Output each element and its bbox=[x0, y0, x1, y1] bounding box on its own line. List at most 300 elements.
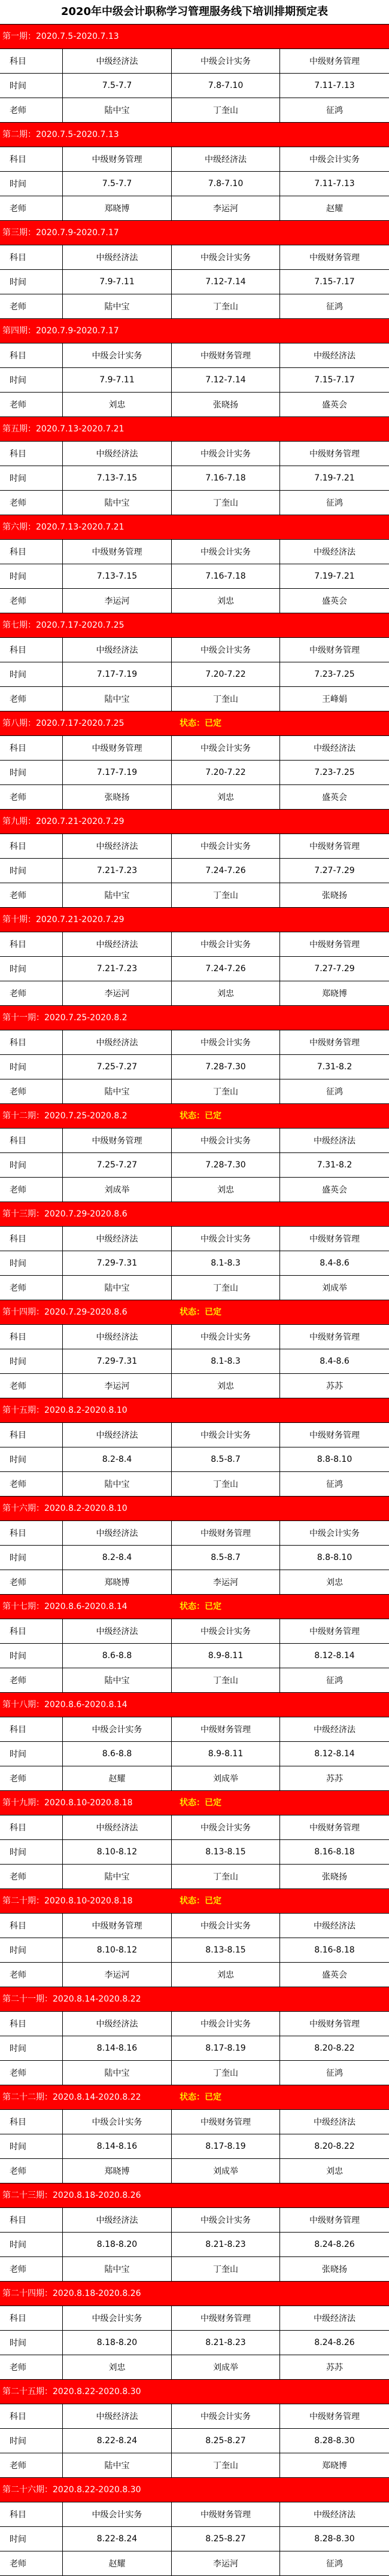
period-header bbox=[0, 711, 389, 736]
time-cell: 7.8-7.10 bbox=[172, 74, 280, 98]
time-cell: 7.20-7.22 bbox=[172, 761, 280, 784]
subject-row bbox=[0, 2404, 389, 2429]
time-cell: 8.17-8.19 bbox=[172, 2036, 280, 2060]
subject-cell: 中级经济法 bbox=[314, 1725, 355, 1735]
period-header-text: 第五期：2020.7.13-2020.7.21 bbox=[2, 424, 124, 434]
time-cell: 8.6-8.8 bbox=[63, 1742, 172, 1766]
row-label-subject: 科目 bbox=[0, 2404, 63, 2428]
teacher-cell: 征鸿 bbox=[326, 1087, 343, 1097]
time-cell: 8.13-8.15 bbox=[172, 1840, 280, 1864]
row-label-time: 时间 bbox=[0, 74, 63, 98]
row-label-teacher: 老师 bbox=[0, 196, 63, 220]
subject-cell: 中级经济法 bbox=[314, 2510, 355, 2520]
period-header bbox=[0, 908, 389, 932]
time-row bbox=[0, 2331, 389, 2355]
time-cell: 7.9-7.11 bbox=[63, 368, 172, 392]
time-cell: 7.19-7.21 bbox=[314, 473, 355, 483]
subject-row bbox=[0, 2502, 389, 2527]
subject-cell: 中级财务管理 bbox=[172, 2502, 280, 2526]
subject-cell: 中级会计实务 bbox=[172, 834, 280, 858]
row-label-teacher: 老师 bbox=[0, 1276, 63, 1300]
subject-cell: 中级经济法 bbox=[63, 442, 172, 466]
subject-cell: 中级财务管理 bbox=[63, 736, 172, 760]
row-label-subject: 科目 bbox=[0, 2012, 63, 2036]
time-cell: 8.16-8.18 bbox=[314, 1847, 355, 1857]
teacher-cell: 陆中宝 bbox=[63, 687, 172, 711]
row-label-subject: 科目 bbox=[0, 49, 63, 73]
row-label-time: 时间 bbox=[0, 1055, 63, 1079]
teacher-cell: 张晓扬 bbox=[322, 1872, 347, 1882]
time-row bbox=[0, 1644, 389, 1668]
row-label-time: 时间 bbox=[0, 2331, 63, 2355]
time-cell: 8.28-8.30 bbox=[314, 2436, 355, 2446]
subject-cell: 中级会计实务 bbox=[172, 1325, 280, 1349]
subject-row bbox=[0, 1619, 389, 1644]
subject-cell: 中级会计实务 bbox=[172, 2208, 280, 2232]
time-cell: 7.12-7.14 bbox=[172, 270, 280, 294]
teacher-cell: 陆中宝 bbox=[63, 1865, 172, 1888]
subject-row bbox=[0, 2208, 389, 2233]
period-header-text: 第十四期：2020.7.29-2020.8.6 bbox=[2, 1307, 127, 1317]
teacher-cell: 张晓扬 bbox=[172, 393, 280, 416]
teacher-row bbox=[0, 2159, 389, 2183]
time-cell: 7.27-7.29 bbox=[314, 866, 355, 875]
row-label-time: 时间 bbox=[0, 1349, 63, 1373]
subject-row bbox=[0, 2306, 389, 2331]
subject-cell: 中级财务管理 bbox=[63, 147, 172, 171]
subject-cell: 中级财务管理 bbox=[309, 449, 360, 459]
time-row bbox=[0, 1349, 389, 1374]
period-block bbox=[0, 1202, 389, 1300]
time-cell: 8.24-8.26 bbox=[314, 2240, 355, 2249]
time-cell: 7.24-7.26 bbox=[172, 859, 280, 883]
time-cell: 7.25-7.27 bbox=[63, 1153, 172, 1177]
row-label-subject: 科目 bbox=[0, 1129, 63, 1152]
subject-row bbox=[0, 2110, 389, 2134]
subject-cell: 中级会计实务 bbox=[172, 49, 280, 73]
subject-cell: 中级经济法 bbox=[63, 2208, 172, 2232]
teacher-cell: 丁奎山 bbox=[172, 687, 280, 711]
subject-row bbox=[0, 638, 389, 662]
period-header bbox=[0, 2380, 389, 2404]
period-block bbox=[0, 1300, 389, 1398]
teacher-row bbox=[0, 981, 389, 1005]
subject-cell: 中级财务管理 bbox=[309, 2020, 360, 2029]
time-cell: 8.5-8.7 bbox=[172, 1546, 280, 1570]
teacher-row bbox=[0, 1963, 389, 1987]
time-cell: 8.9-8.11 bbox=[172, 1742, 280, 1766]
time-row bbox=[0, 2429, 389, 2453]
row-label-subject: 科目 bbox=[0, 1914, 63, 1938]
period-header-text: 第八期：2020.7.17-2020.7.25 bbox=[2, 719, 124, 728]
subject-row bbox=[0, 1521, 389, 1546]
time-cell: 7.5-7.7 bbox=[63, 172, 172, 196]
period-block bbox=[0, 1889, 389, 1987]
row-label-time: 时间 bbox=[0, 1153, 63, 1177]
time-row bbox=[0, 2527, 389, 2551]
row-label-time: 时间 bbox=[0, 662, 63, 686]
time-cell: 7.13-7.15 bbox=[63, 564, 172, 588]
teacher-cell: 李运河 bbox=[63, 981, 172, 1005]
subject-cell: 中级财务管理 bbox=[172, 2110, 280, 2134]
row-label-teacher: 老师 bbox=[0, 294, 63, 318]
period-block bbox=[0, 221, 389, 319]
row-label-time: 时间 bbox=[0, 368, 63, 392]
period-block bbox=[0, 613, 389, 711]
row-label-subject: 科目 bbox=[0, 2208, 63, 2232]
teacher-cell: 陆中宝 bbox=[63, 1276, 172, 1300]
subject-cell: 中级经济法 bbox=[63, 932, 172, 956]
time-cell: 8.6-8.8 bbox=[63, 1644, 172, 1668]
teacher-row bbox=[0, 1276, 389, 1300]
time-cell: 8.18-8.20 bbox=[63, 2331, 172, 2355]
time-cell: 7.16-7.18 bbox=[172, 466, 280, 490]
period-header-text: 第三期：2020.7.9-2020.7.17 bbox=[2, 228, 119, 238]
row-label-teacher: 老师 bbox=[0, 2159, 63, 2183]
time-cell: 7.9-7.11 bbox=[63, 270, 172, 294]
time-cell: 7.15-7.17 bbox=[314, 277, 355, 287]
subject-cell: 中级会计实务 bbox=[63, 2306, 172, 2330]
time-cell: 8.4-8.6 bbox=[320, 1357, 350, 1366]
subject-row bbox=[0, 49, 389, 74]
period-header-text: 第十三期：2020.7.29-2020.8.6 bbox=[2, 1209, 127, 1219]
time-cell: 8.1-8.3 bbox=[172, 1349, 280, 1373]
period-block bbox=[0, 1006, 389, 1104]
teacher-cell: 丁奎山 bbox=[172, 2061, 280, 2085]
subject-row bbox=[0, 736, 389, 761]
time-cell: 8.20-8.22 bbox=[314, 2142, 355, 2151]
subject-cell: 中级会计实务 bbox=[172, 1815, 280, 1839]
period-block bbox=[0, 908, 389, 1006]
time-cell: 8.22-8.24 bbox=[63, 2527, 172, 2551]
row-label-time: 时间 bbox=[0, 859, 63, 883]
subject-row bbox=[0, 147, 389, 172]
period-header bbox=[0, 1889, 389, 1914]
time-row bbox=[0, 1055, 389, 1079]
status-badge: 状态：已定 bbox=[180, 1111, 221, 1121]
period-header bbox=[0, 1398, 389, 1423]
period-header bbox=[0, 1595, 389, 1619]
period-header bbox=[0, 1987, 389, 2012]
teacher-cell: 丁奎山 bbox=[172, 98, 280, 122]
time-cell: 7.11-7.13 bbox=[314, 81, 355, 90]
subject-cell: 中级会计实务 bbox=[172, 1914, 280, 1938]
subject-row bbox=[0, 1227, 389, 1251]
time-cell: 8.24-8.26 bbox=[314, 2338, 355, 2347]
subject-cell: 中级财务管理 bbox=[309, 1333, 360, 1342]
teacher-row bbox=[0, 393, 389, 416]
teacher-cell: 陆中宝 bbox=[63, 1668, 172, 1692]
teacher-cell: 李运河 bbox=[172, 1570, 280, 1594]
row-label-subject: 科目 bbox=[0, 1423, 63, 1447]
teacher-cell: 张晓扬 bbox=[322, 891, 347, 901]
row-label-time: 时间 bbox=[0, 2134, 63, 2158]
teacher-cell: 丁奎山 bbox=[172, 491, 280, 515]
teacher-cell: 丁奎山 bbox=[172, 1668, 280, 1692]
subject-cell: 中级经济法 bbox=[63, 2404, 172, 2428]
status-badge: 状态：已定 bbox=[180, 1896, 221, 1906]
row-label-teacher: 老师 bbox=[0, 981, 63, 1005]
time-row bbox=[0, 466, 389, 491]
time-cell: 8.12-8.14 bbox=[314, 1749, 355, 1759]
row-label-teacher: 老师 bbox=[0, 2257, 63, 2281]
period-header-text: 第十二期：2020.7.25-2020.8.2 bbox=[2, 1111, 127, 1121]
time-row bbox=[0, 957, 389, 981]
subject-cell: 中级财务管理 bbox=[309, 2216, 360, 2225]
subject-cell: 中级财务管理 bbox=[309, 940, 360, 950]
row-label-time: 时间 bbox=[0, 2233, 63, 2256]
subject-cell: 中级经济法 bbox=[63, 1325, 172, 1349]
teacher-cell: 张晓扬 bbox=[63, 785, 172, 809]
time-cell: 8.28-8.30 bbox=[314, 2534, 355, 2544]
subject-cell: 中级财务管理 bbox=[309, 842, 360, 851]
period-block bbox=[0, 1791, 389, 1889]
time-row bbox=[0, 662, 389, 687]
time-cell: 8.2-8.4 bbox=[63, 1546, 172, 1570]
row-label-teacher: 老师 bbox=[0, 2551, 63, 2575]
teacher-row bbox=[0, 589, 389, 613]
time-cell: 7.31-8.2 bbox=[317, 1062, 352, 1072]
teacher-cell: 盛英会 bbox=[322, 1970, 347, 1980]
period-block bbox=[0, 1497, 389, 1595]
teacher-cell: 刘成举 bbox=[172, 2159, 280, 2183]
time-cell: 8.18-8.20 bbox=[63, 2233, 172, 2256]
subject-cell: 中级经济法 bbox=[314, 2118, 355, 2127]
teacher-cell: 陆中宝 bbox=[63, 1472, 172, 1496]
teacher-cell: 丁奎山 bbox=[172, 2257, 280, 2281]
period-header-text: 第六期：2020.7.13-2020.7.21 bbox=[2, 522, 124, 532]
subject-cell: 中级财务管理 bbox=[309, 1627, 360, 1637]
subject-cell: 中级财务管理 bbox=[309, 253, 360, 263]
teacher-cell: 丁奎山 bbox=[172, 1276, 280, 1300]
teacher-cell: 刘忠 bbox=[172, 981, 280, 1005]
time-cell: 8.10-8.12 bbox=[63, 1840, 172, 1864]
teacher-cell: 刘忠 bbox=[172, 1178, 280, 1202]
subject-cell: 中级经济法 bbox=[314, 1136, 355, 1146]
teacher-cell: 陆中宝 bbox=[63, 883, 172, 907]
time-row bbox=[0, 368, 389, 393]
period-header bbox=[0, 1693, 389, 1717]
subject-row bbox=[0, 1129, 389, 1153]
period-header-text: 第十期：2020.7.21-2020.7.29 bbox=[2, 915, 124, 924]
time-cell: 8.12-8.14 bbox=[314, 1651, 355, 1660]
subject-cell: 中级会计实务 bbox=[63, 343, 172, 367]
teacher-cell: 陆中宝 bbox=[63, 2061, 172, 2085]
row-label-subject: 科目 bbox=[0, 245, 63, 269]
period-header-text: 第二期：2020.7.5-2020.7.13 bbox=[2, 130, 119, 139]
time-row bbox=[0, 2233, 389, 2257]
time-cell: 8.22-8.24 bbox=[63, 2429, 172, 2453]
teacher-cell: 李运河 bbox=[63, 1374, 172, 1398]
teacher-row bbox=[0, 2355, 389, 2379]
subject-cell: 中级经济法 bbox=[63, 1227, 172, 1251]
row-label-time: 时间 bbox=[0, 1644, 63, 1668]
time-cell: 7.17-7.19 bbox=[63, 761, 172, 784]
period-header-text: 第十九期：2020.8.10-2020.8.18 bbox=[2, 1798, 133, 1808]
time-cell: 7.27-7.29 bbox=[314, 964, 355, 974]
subject-row bbox=[0, 343, 389, 368]
time-row bbox=[0, 2036, 389, 2061]
row-label-teacher: 老师 bbox=[0, 491, 63, 515]
period-header bbox=[0, 1202, 389, 1227]
teacher-cell: 丁奎山 bbox=[172, 1079, 280, 1103]
period-block bbox=[0, 2183, 389, 2282]
subject-cell: 中级财务管理 bbox=[309, 1234, 360, 1244]
time-row bbox=[0, 761, 389, 785]
row-label-teacher: 老师 bbox=[0, 785, 63, 809]
time-cell: 7.16-7.18 bbox=[172, 564, 280, 588]
time-row bbox=[0, 270, 389, 294]
status-badge: 状态：已定 bbox=[180, 1307, 221, 1317]
teacher-cell: 征鸿 bbox=[326, 2069, 343, 2078]
status-badge: 状态：已定 bbox=[180, 719, 221, 728]
teacher-cell: 盛英会 bbox=[322, 400, 347, 410]
time-cell: 8.14-8.16 bbox=[63, 2036, 172, 2060]
subject-cell: 中级经济法 bbox=[63, 1815, 172, 1839]
row-label-subject: 科目 bbox=[0, 343, 63, 367]
teacher-cell: 盛英会 bbox=[322, 1185, 347, 1195]
subject-cell: 中级会计实务 bbox=[172, 638, 280, 662]
subject-cell: 中级财务管理 bbox=[63, 1129, 172, 1152]
teacher-row bbox=[0, 2257, 389, 2281]
period-header bbox=[0, 25, 389, 49]
time-cell: 8.9-8.11 bbox=[172, 1644, 280, 1668]
period-block bbox=[0, 2478, 389, 2576]
subject-cell: 中级会计实务 bbox=[172, 2012, 280, 2036]
period-header-text: 第二十五期：2020.8.22-2020.8.30 bbox=[2, 2387, 141, 2396]
teacher-cell: 苏苏 bbox=[326, 1774, 343, 1784]
period-block bbox=[0, 2085, 389, 2183]
period-block bbox=[0, 711, 389, 810]
subject-cell: 中级财务管理 bbox=[309, 1431, 360, 1440]
subject-cell: 中级经济法 bbox=[63, 2012, 172, 2036]
time-cell: 8.10-8.12 bbox=[63, 1938, 172, 1962]
teacher-cell: 丁奎山 bbox=[172, 883, 280, 907]
row-label-subject: 科目 bbox=[0, 1325, 63, 1349]
teacher-row bbox=[0, 1668, 389, 1692]
period-header bbox=[0, 515, 389, 540]
subject-cell: 中级会计实务 bbox=[172, 245, 280, 269]
teacher-row bbox=[0, 491, 389, 515]
period-block bbox=[0, 1693, 389, 1791]
row-label-subject: 科目 bbox=[0, 638, 63, 662]
period-header bbox=[0, 319, 389, 343]
teacher-cell: 王峰娟 bbox=[322, 695, 347, 704]
period-header bbox=[0, 1006, 389, 1030]
row-label-time: 时间 bbox=[0, 2036, 63, 2060]
row-label-teacher: 老师 bbox=[0, 589, 63, 613]
teacher-row bbox=[0, 1766, 389, 1790]
teacher-row bbox=[0, 785, 389, 809]
teacher-cell: 郑晓博 bbox=[63, 2159, 172, 2183]
row-label-subject: 科目 bbox=[0, 834, 63, 858]
subject-cell: 中级会计实务 bbox=[309, 1529, 360, 1538]
subject-cell: 中级财务管理 bbox=[309, 1823, 360, 1833]
row-label-time: 时间 bbox=[0, 1546, 63, 1570]
subject-cell: 中级会计实务 bbox=[172, 932, 280, 956]
time-cell: 7.21-7.23 bbox=[63, 859, 172, 883]
period-header bbox=[0, 123, 389, 147]
time-cell: 7.20-7.22 bbox=[172, 662, 280, 686]
row-label-teacher: 老师 bbox=[0, 1079, 63, 1103]
row-label-subject: 科目 bbox=[0, 1619, 63, 1643]
teacher-cell: 陆中宝 bbox=[63, 491, 172, 515]
teacher-cell: 郑晓博 bbox=[322, 989, 347, 999]
row-label-time: 时间 bbox=[0, 466, 63, 490]
time-cell: 7.8-7.10 bbox=[172, 172, 280, 196]
subject-row bbox=[0, 1717, 389, 1742]
teacher-cell: 刘忠 bbox=[63, 393, 172, 416]
period-header bbox=[0, 2478, 389, 2502]
row-label-subject: 科目 bbox=[0, 736, 63, 760]
period-block bbox=[0, 123, 389, 221]
time-cell: 7.11-7.13 bbox=[314, 179, 355, 188]
time-cell: 8.4-8.6 bbox=[320, 1258, 350, 1268]
period-header-text: 第二十一期：2020.8.14-2020.8.22 bbox=[2, 1994, 141, 2004]
subject-cell: 中级财务管理 bbox=[309, 1038, 360, 1048]
time-row bbox=[0, 1153, 389, 1178]
subject-row bbox=[0, 442, 389, 466]
period-header bbox=[0, 221, 389, 245]
row-label-subject: 科目 bbox=[0, 2110, 63, 2134]
period-header bbox=[0, 1300, 389, 1325]
row-label-time: 时间 bbox=[0, 270, 63, 294]
period-block bbox=[0, 1398, 389, 1497]
time-cell: 8.25-8.27 bbox=[172, 2429, 280, 2453]
period-header bbox=[0, 810, 389, 834]
teacher-cell: 征鸿 bbox=[326, 498, 343, 508]
teacher-cell: 郑晓博 bbox=[322, 2461, 347, 2471]
teacher-cell: 郑晓博 bbox=[63, 1570, 172, 1594]
teacher-cell: 陆中宝 bbox=[63, 2453, 172, 2477]
row-label-teacher: 老师 bbox=[0, 1570, 63, 1594]
time-row bbox=[0, 859, 389, 883]
teacher-cell: 苏苏 bbox=[326, 2363, 343, 2373]
row-label-subject: 科目 bbox=[0, 1227, 63, 1251]
period-header bbox=[0, 613, 389, 638]
subject-row bbox=[0, 2012, 389, 2036]
teacher-row bbox=[0, 1079, 389, 1103]
subject-cell: 中级经济法 bbox=[314, 1921, 355, 1931]
subject-cell: 中级经济法 bbox=[172, 147, 280, 171]
teacher-row bbox=[0, 98, 389, 122]
row-label-subject: 科目 bbox=[0, 2502, 63, 2526]
time-cell: 7.21-7.23 bbox=[63, 957, 172, 981]
row-label-subject: 科目 bbox=[0, 1030, 63, 1054]
time-cell: 7.25-7.27 bbox=[63, 1055, 172, 1079]
row-label-teacher: 老师 bbox=[0, 1963, 63, 1987]
teacher-row bbox=[0, 1374, 389, 1398]
time-row bbox=[0, 1840, 389, 1865]
subject-cell: 中级财务管理 bbox=[309, 646, 360, 655]
row-label-subject: 科目 bbox=[0, 1815, 63, 1839]
teacher-cell: 征鸿 bbox=[326, 2559, 343, 2569]
period-header-text: 第二十二期：2020.8.14-2020.8.22 bbox=[2, 2093, 141, 2102]
subject-cell: 中级经济法 bbox=[63, 1030, 172, 1054]
period-header-text: 第九期：2020.7.21-2020.7.29 bbox=[2, 817, 124, 826]
row-label-subject: 科目 bbox=[0, 540, 63, 564]
row-label-teacher: 老师 bbox=[0, 687, 63, 711]
period-header-text: 第二十四期：2020.8.18-2020.8.26 bbox=[2, 2289, 141, 2298]
time-row bbox=[0, 1742, 389, 1766]
period-header bbox=[0, 1791, 389, 1815]
time-cell: 7.24-7.26 bbox=[172, 957, 280, 981]
teacher-cell: 刘忠 bbox=[326, 1578, 343, 1587]
time-cell: 7.29-7.31 bbox=[63, 1251, 172, 1275]
teacher-cell: 郑晓博 bbox=[63, 196, 172, 220]
teacher-cell: 丁奎山 bbox=[172, 2453, 280, 2477]
teacher-row bbox=[0, 2061, 389, 2085]
